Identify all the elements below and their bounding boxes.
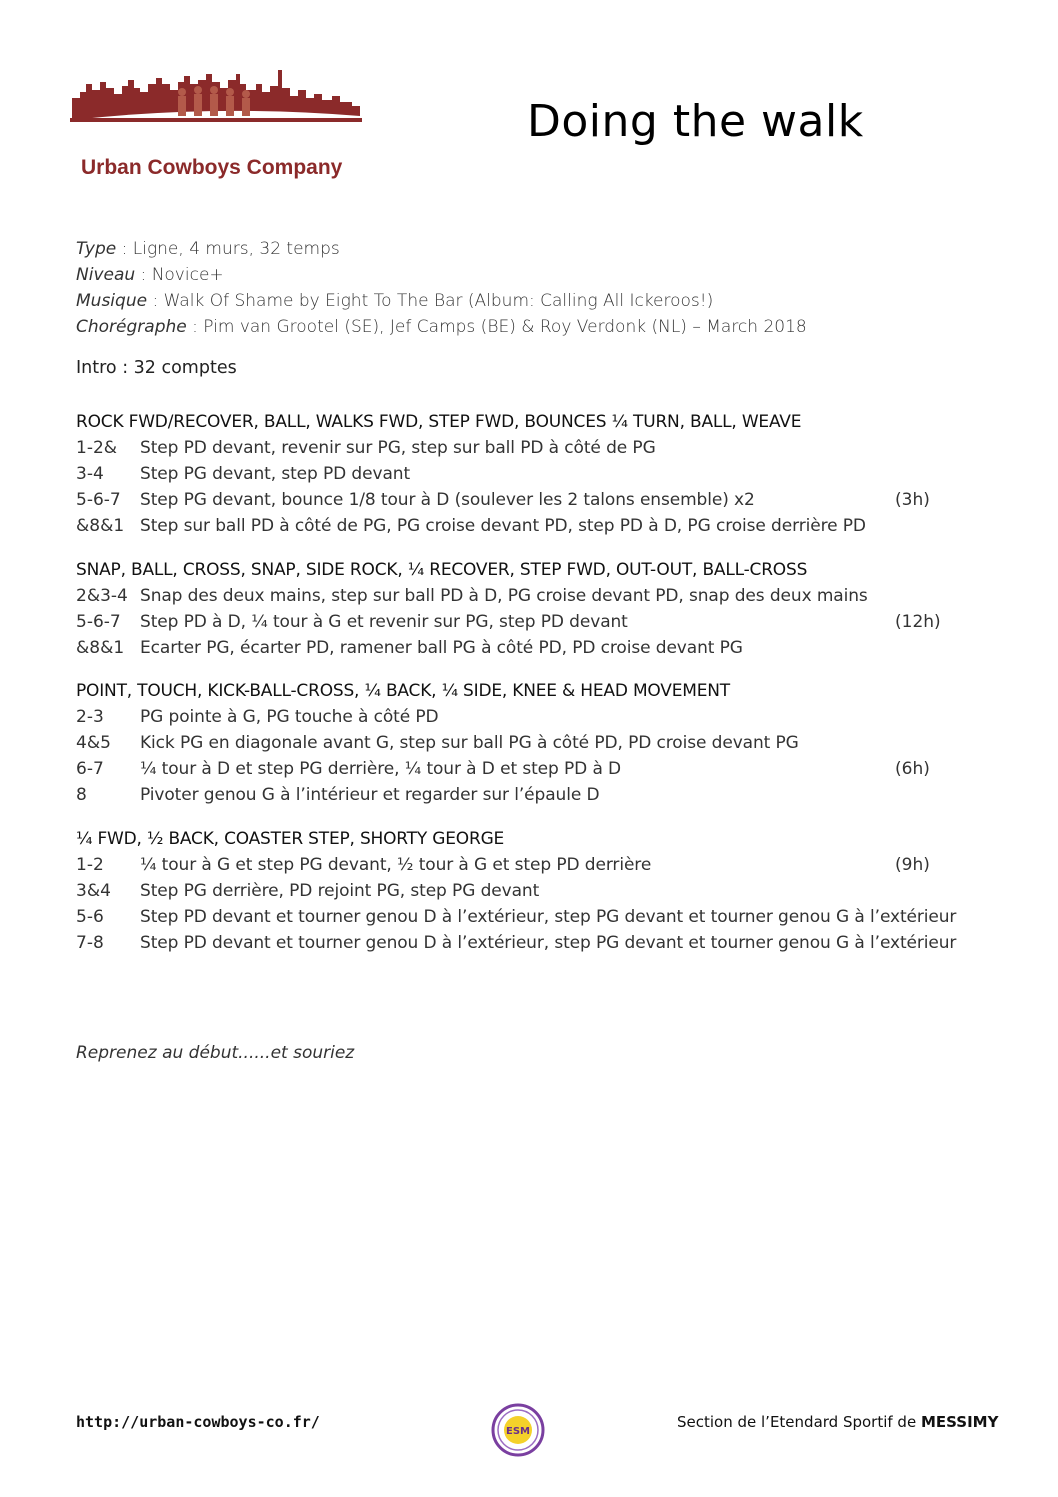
step-count: 5-6	[76, 907, 104, 927]
step-row	[76, 609, 996, 635]
step-count: 3&4	[76, 881, 111, 901]
step-desc: Step sur ball PD à côté de PG, PG croise devant PD, step PD à D, PG croise derrière PD	[140, 516, 866, 536]
section-title: POINT, TOUCH, KICK-BALL-CROSS, ¼ BACK, ¼ SIDE, KNEE & HEAD MOVEMENT	[76, 681, 730, 701]
step-count: 1-2&	[76, 438, 118, 458]
step-desc: Kick PG en diagonale avant G, step sur ball PG à côté PD, PD croise devant PG	[140, 733, 799, 753]
step-desc: PG pointe à G, PG touche à côté PD	[140, 707, 439, 727]
info-value: : Pim van Grootel (SE), Jef Camps (BE) & Roy Verdonk (NL) – March 2018	[186, 317, 807, 337]
city-skyline-cowboys-icon	[70, 70, 362, 130]
info-label: Chorégraphe	[76, 317, 187, 337]
footer-url[interactable]: http://urban-cowboys-co.fr/	[76, 1413, 320, 1431]
info-value: : Walk Of Shame by Eight To The Bar (Album: Calling All Ickeroos!)	[147, 291, 714, 311]
step-row	[76, 930, 996, 956]
intro-count: Intro : 32 comptes	[76, 358, 237, 378]
step-count: 2&3-4	[76, 586, 128, 606]
step-count: 2-3	[76, 707, 104, 727]
step-count: &8&1	[76, 516, 125, 536]
info-level	[76, 262, 807, 288]
section-title: ¼ FWD, ½ BACK, COASTER STEP, SHORTY GEORGE	[76, 829, 505, 849]
step-row	[76, 904, 996, 930]
info-choreographer	[76, 314, 807, 340]
step-desc: Step PG devant, step PD devant	[140, 464, 411, 484]
step-count: 5-6-7	[76, 490, 121, 510]
step-row	[76, 704, 996, 730]
info-label: Type	[76, 239, 117, 259]
step-row	[76, 730, 996, 756]
step-desc: Pivoter genou G à l’intérieur et regarder sur l’épaule D	[140, 785, 600, 805]
step-row	[76, 852, 996, 878]
info-label: Niveau	[76, 265, 136, 285]
footer-town: MESSIMY	[920, 1413, 999, 1431]
step-count: 5-6-7	[76, 612, 121, 632]
step-count: 3-4	[76, 464, 104, 484]
info-label: Musique	[76, 291, 148, 311]
step-wall: (9h)	[895, 855, 930, 875]
step-row	[76, 461, 996, 487]
esm-label: ESM	[506, 1426, 530, 1437]
step-section	[76, 678, 996, 808]
step-row	[76, 583, 996, 609]
closing-note: Reprenez au début......et souriez	[76, 1043, 355, 1063]
step-count: 8	[76, 785, 87, 805]
step-row	[76, 435, 996, 461]
page-title: Doing the walk	[527, 96, 864, 147]
step-wall: (6h)	[895, 759, 930, 779]
step-desc: Step PD devant et tourner genou D à l’extérieur, step PG devant et tourner genou G à l’extérieur	[140, 933, 957, 953]
step-row	[76, 487, 996, 513]
step-section	[76, 557, 996, 661]
step-row	[76, 513, 996, 539]
section-title: ROCK FWD/RECOVER, BALL, WALKS FWD, STEP FWD, BOUNCES ¼ TURN, BALL, WEAVE	[76, 412, 802, 432]
step-section	[76, 409, 996, 539]
info-value: : Ligne, 4 murs, 32 temps	[116, 239, 340, 259]
step-row	[76, 756, 996, 782]
footer-section-prefix: Section de l’Etendard Sportif de	[677, 1413, 921, 1431]
step-count: 6-7	[76, 759, 104, 779]
step-desc: Snap des deux mains, step sur ball PD à D, PG croise devant PD, snap des deux mains	[140, 586, 868, 606]
step-desc: Step PD à D, ¼ tour à G et revenir sur PG, step PD devant	[140, 612, 628, 632]
company-name: Urban Cowboys Company	[81, 156, 343, 179]
step-row	[76, 782, 996, 808]
dance-info	[76, 236, 807, 340]
step-desc: Step PD devant et tourner genou D à l’extérieur, step PG devant et tourner genou G à l’extérieur	[140, 907, 957, 927]
step-desc: Ecarter PG, écarter PD, ramener ball PG à côté PD, PD croise devant PG	[140, 638, 743, 658]
esm-logo-icon	[490, 1402, 546, 1458]
step-desc: ¼ tour à D et step PG derrière, ¼ tour à D et step PD à D	[140, 759, 622, 779]
step-desc: Step PG devant, bounce 1/8 tour à D (soulever les 2 talons ensemble) x2	[140, 490, 755, 510]
info-value: : Novice+	[135, 265, 224, 285]
step-desc: ¼ tour à G et step PG devant, ½ tour à G et step PD derrière	[140, 855, 652, 875]
step-wall: (3h)	[895, 490, 930, 510]
company-logo	[70, 70, 370, 190]
info-music	[76, 288, 807, 314]
step-count: 4&5	[76, 733, 111, 753]
step-section	[76, 826, 996, 956]
step-row	[76, 878, 996, 904]
step-count: 7-8	[76, 933, 104, 953]
step-desc: Step PG derrière, PD rejoint PG, step PG devant	[140, 881, 540, 901]
step-desc: Step PD devant, revenir sur PG, step sur ball PD à côté de PG	[140, 438, 656, 458]
step-count: 1-2	[76, 855, 104, 875]
step-row	[76, 635, 996, 661]
step-count: &8&1	[76, 638, 125, 658]
step-wall: (12h)	[895, 612, 941, 632]
footer-section-text	[677, 1413, 998, 1431]
info-type	[76, 236, 807, 262]
section-title: SNAP, BALL, CROSS, SNAP, SIDE ROCK, ¼ RECOVER, STEP FWD, OUT-OUT, BALL-CROSS	[76, 560, 808, 580]
